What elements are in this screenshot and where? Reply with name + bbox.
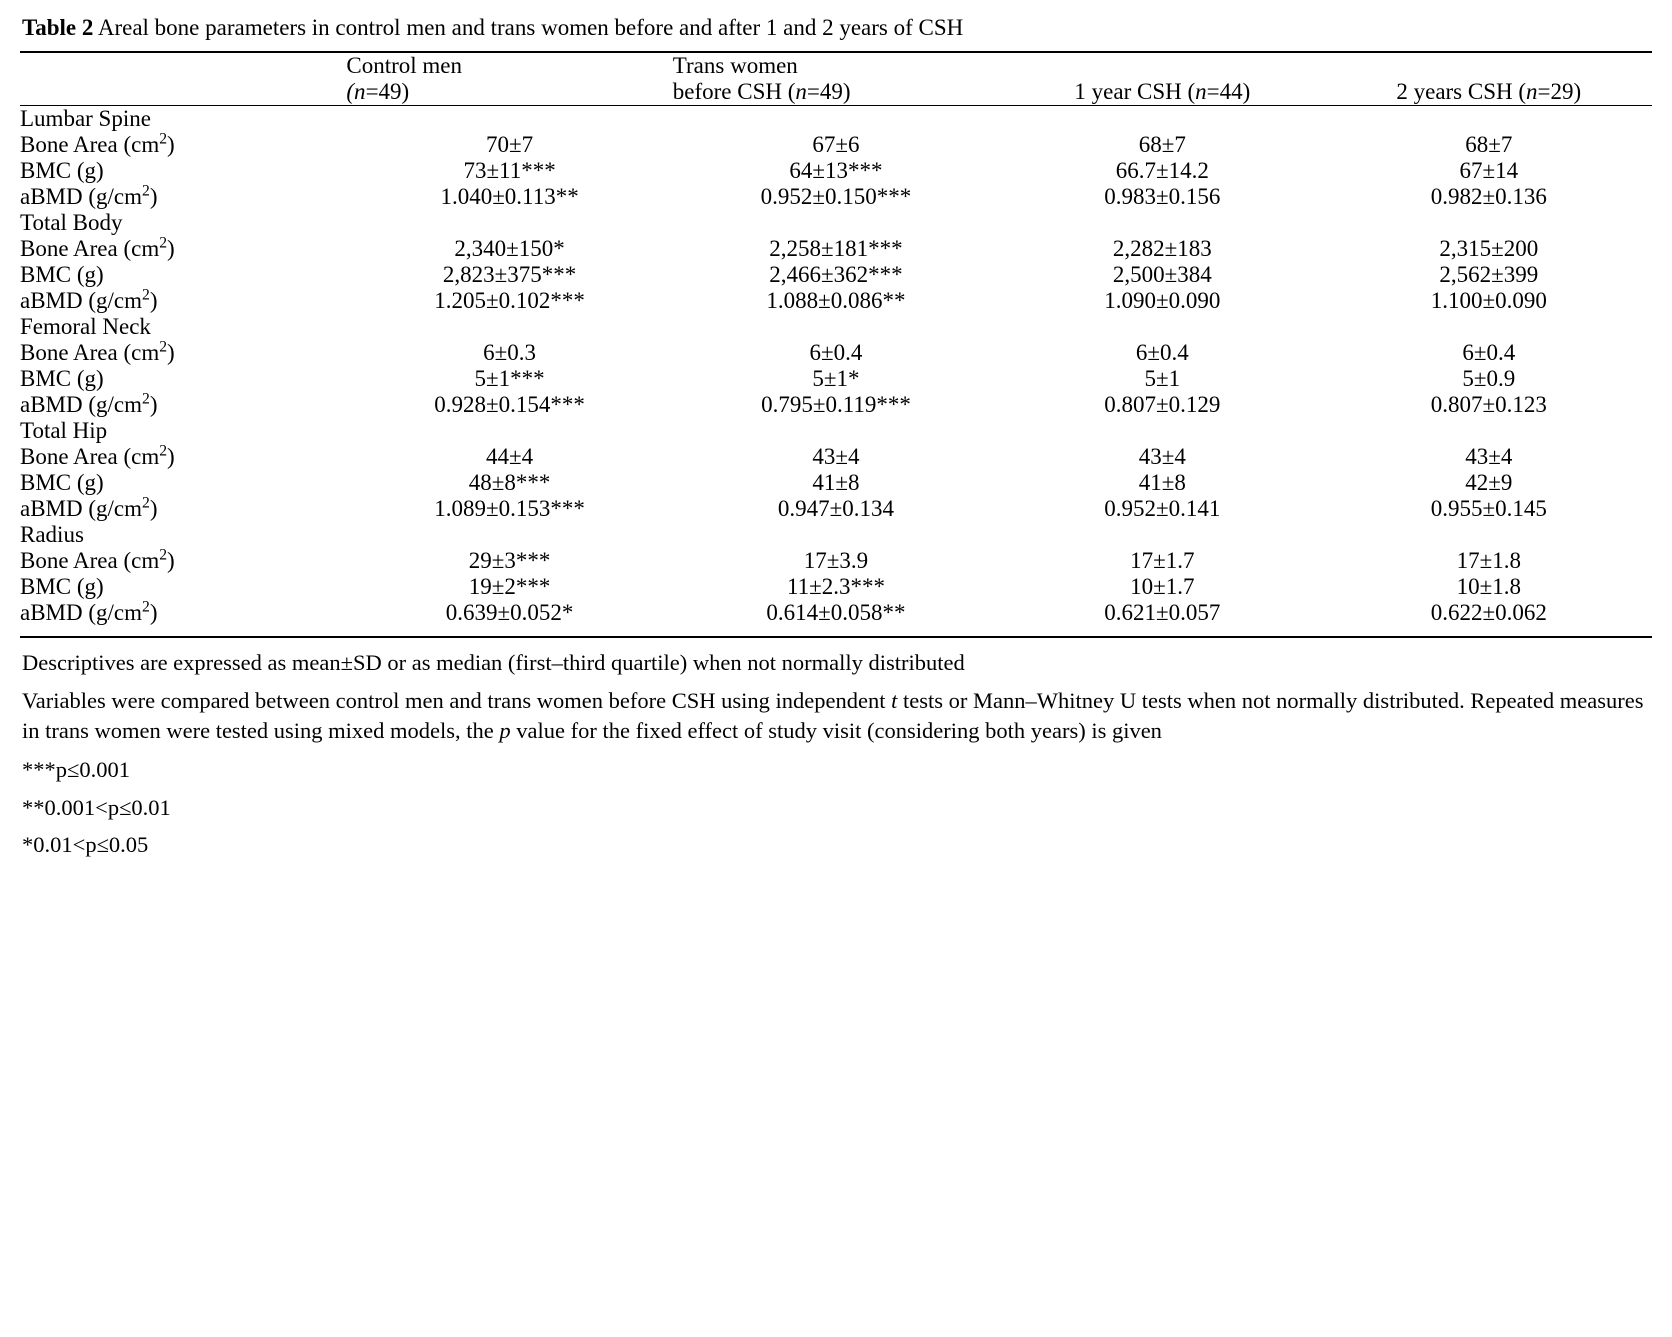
row-label: aBMD $(g/cm^2)$	[20, 494, 158, 521]
table-row	[20, 496, 1652, 522]
cell-before: 64±13***	[789, 157, 883, 183]
table-row	[20, 340, 1652, 366]
table-row	[20, 236, 1652, 262]
footnote-stat-p: p	[499, 718, 511, 744]
cell-year2: 2,315±200	[1439, 235, 1539, 261]
header-blank-cell	[20, 52, 346, 79]
cell-control: 48±8***	[468, 469, 551, 495]
cell-before: 0.952±0.150***	[760, 183, 912, 209]
table-row	[20, 184, 1652, 210]
row-label: BMC (g)	[20, 469, 104, 495]
footnote-significance-1: *0.01<p≤0.05	[22, 832, 149, 858]
cell-control: 0.639±0.052*	[346, 600, 672, 637]
cell-year2: 68±7	[1465, 131, 1513, 157]
cell-year1: 0.807±0.129	[1104, 391, 1221, 417]
footnote-statistics	[22, 686, 1652, 745]
table-row	[20, 470, 1652, 496]
cell-before: 5±1*	[812, 365, 860, 391]
table-caption	[20, 14, 1652, 43]
cell-control: 29±3***	[468, 547, 551, 573]
cell-year1: 1.090±0.090	[1104, 287, 1221, 313]
header-sub-blank-cell	[20, 79, 346, 106]
cell-before: 1.088±0.086**	[766, 287, 906, 313]
row-label: BMC (g)	[20, 365, 104, 391]
table-row	[20, 600, 1652, 637]
table-caption-label: Table 2	[22, 15, 94, 40]
cell-year1: 68±7	[1138, 131, 1186, 157]
table-body	[20, 52, 1652, 637]
cell-before: 11±2.3***	[786, 573, 885, 599]
row-label: BMC (g)	[20, 573, 104, 599]
cell-control: 44±4	[486, 443, 534, 469]
table-row	[20, 366, 1652, 392]
cell-year1: 2,500±384	[1112, 261, 1212, 287]
table-row	[20, 574, 1652, 600]
row-label: Bone Area $(cm^2)$	[20, 546, 175, 573]
cell-year2: 1.100±0.090	[1430, 287, 1547, 313]
header-group-trans-women: Trans women	[673, 52, 999, 79]
cell-year1: 0.621±0.057	[999, 600, 1325, 637]
cell-control: 6±0.3	[483, 339, 537, 365]
footnote-stat-part2: tests or Mann–Whitney U tests when not normally distributed. Repeated measures in trans women were tested using mixed models, the	[22, 688, 1644, 744]
section-header-row	[20, 418, 1652, 444]
table-row	[20, 548, 1652, 574]
table-row	[20, 392, 1652, 418]
section-header-row	[20, 105, 1652, 132]
section-header-row	[20, 314, 1652, 340]
cell-control: 2,340±150*	[454, 235, 565, 261]
cell-year2: 2,562±399	[1439, 261, 1539, 287]
cell-year2: 17±1.8	[1456, 547, 1521, 573]
bone-parameters-table	[20, 51, 1652, 638]
row-label: Bone Area $(cm^2)$	[20, 442, 175, 469]
row-label: Bone Area $(cm^2)$	[20, 338, 175, 365]
cell-year2: 0.982±0.136	[1430, 183, 1547, 209]
cell-control: 0.928±0.154***	[434, 391, 585, 417]
cell-before: 67±6	[812, 131, 860, 157]
cell-year2: 0.807±0.123	[1430, 391, 1547, 417]
cell-control: 5±1***	[474, 365, 545, 391]
cell-year1: 0.952±0.141	[1104, 495, 1221, 521]
table-row	[20, 444, 1652, 470]
footnote-stat-part3: value for the fixed effect of study visit (considering both years) is given	[510, 718, 1162, 744]
footnote-stat-part1: Variables were compared between control men and trans women before CSH using independent	[22, 688, 892, 714]
table-footnotes	[20, 648, 1652, 860]
header-group-spacer-1	[999, 52, 1325, 79]
cell-control: 1.089±0.153***	[434, 495, 585, 521]
header-sub-control-n: (n=49)	[346, 79, 672, 106]
footnote-stat-t: t	[891, 688, 898, 714]
cell-year2: 6±0.4	[1462, 339, 1516, 365]
cell-year1: 5±1	[1144, 365, 1181, 391]
table-caption-text: Areal bone parameters in control men and trans women before and after 1 and 2 years of CSH	[97, 15, 964, 40]
cell-year2: 10±1.8	[1456, 573, 1521, 599]
cell-year2: 5±0.9	[1462, 365, 1516, 391]
cell-before: 0.795±0.119***	[761, 391, 911, 417]
row-label: BMC (g)	[20, 157, 104, 183]
section-title: Total Hip	[20, 417, 108, 443]
header-group-spacer-2	[1326, 52, 1652, 79]
row-label: BMC (g)	[20, 261, 104, 287]
cell-before: 43±4	[812, 443, 860, 469]
cell-control: 1.040±0.113**	[440, 183, 579, 209]
table-row	[20, 132, 1652, 158]
row-label: aBMD $(g/cm^2)$	[20, 286, 158, 313]
row-label: aBMD $(g/cm^2)$	[20, 182, 158, 209]
footnote-significance-2: **0.001<p≤0.01	[22, 794, 171, 820]
cell-year2: 42±9	[1465, 469, 1513, 495]
cell-year1: 66.7±14.2	[1115, 157, 1209, 183]
header-group-control-men: Control men	[346, 52, 672, 79]
cell-before: 41±8	[812, 469, 860, 495]
cell-before: 0.947±0.134	[777, 495, 895, 521]
table-row	[20, 158, 1652, 184]
header-group-row	[20, 52, 1652, 79]
cell-year1: 17±1.7	[1130, 547, 1195, 573]
section-title: Femoral Neck	[20, 313, 151, 339]
cell-year2: 67±14	[1459, 157, 1519, 183]
section-header-row	[20, 210, 1652, 236]
cell-year1: 0.983±0.156	[1104, 183, 1221, 209]
table-row	[20, 288, 1652, 314]
cell-before: 2,258±181***	[769, 235, 903, 261]
cell-year1: 2,282±183	[1112, 235, 1212, 261]
cell-control: 73±11***	[463, 157, 556, 183]
cell-before: 6±0.4	[809, 339, 863, 365]
cell-control: 2,823±375***	[442, 261, 577, 287]
cell-year2: 0.622±0.062	[1326, 600, 1652, 637]
cell-year1: 10±1.7	[1130, 573, 1195, 599]
row-label: Bone Area $(cm^2)$	[20, 234, 175, 261]
row-label: aBMD $(g/cm^2)$	[20, 600, 346, 637]
header-sub-1-year-csh: 1 year CSH (n=44)	[999, 79, 1325, 106]
cell-year1: 43±4	[1138, 443, 1186, 469]
row-label: aBMD $(g/cm^2)$	[20, 390, 158, 417]
cell-year1: 41±8	[1138, 469, 1186, 495]
section-title: Radius	[20, 521, 84, 547]
table-row	[20, 262, 1652, 288]
footnote-descriptives: Descriptives are expressed as mean±SD or as median (first–third quartile) when not normally distributed	[22, 649, 965, 675]
row-label: Bone Area $(cm^2)$	[20, 130, 175, 157]
header-sub-2-years-csh: 2 years CSH (n=29)	[1326, 79, 1652, 106]
footnote-significance-3: ***p≤0.001	[22, 756, 130, 782]
cell-control: 1.205±0.102***	[434, 287, 585, 313]
section-title: Lumbar Spine	[20, 105, 151, 131]
cell-year2: 0.955±0.145	[1430, 495, 1547, 521]
cell-before: 17±3.9	[803, 547, 869, 573]
cell-before: 2,466±362***	[769, 261, 903, 287]
cell-control: 70±7	[486, 131, 534, 157]
cell-before: 0.614±0.058**	[673, 600, 999, 637]
cell-year2: 43±4	[1465, 443, 1513, 469]
header-sub-row	[20, 79, 1652, 106]
section-header-row	[20, 522, 1652, 548]
cell-control: 19±2***	[468, 573, 551, 599]
header-sub-before-csh: before CSH (n=49)	[673, 79, 999, 106]
section-title: Total Body	[20, 209, 123, 235]
cell-year1: 6±0.4	[1135, 339, 1189, 365]
